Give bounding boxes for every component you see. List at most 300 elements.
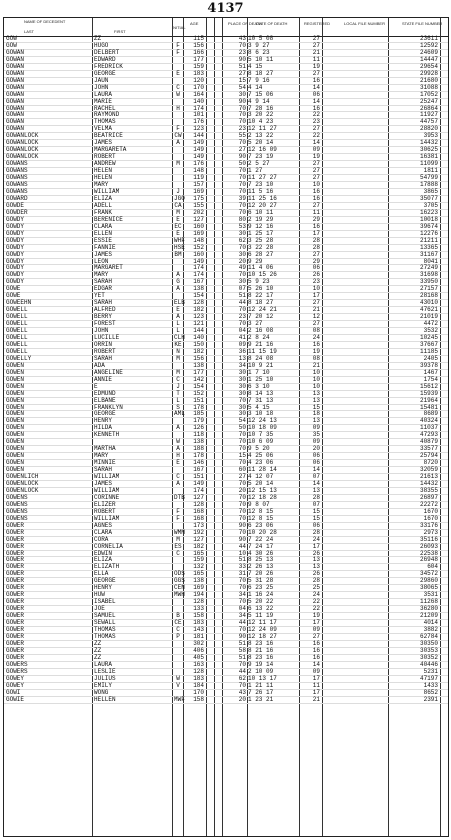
table-row — [4, 314, 448, 321]
cell-reg: 21 — [312, 695, 320, 703]
cell-place: 70 — [238, 118, 246, 126]
cell-reg: 06 — [312, 264, 320, 272]
cell-file: 3532 — [423, 327, 438, 335]
cell-file: 25794 — [419, 452, 438, 460]
cell-mid: J — [176, 382, 180, 390]
cell-reg: 10 — [312, 181, 320, 189]
cell-age: 158 — [193, 695, 204, 703]
cell-mid: G — [176, 278, 180, 286]
cell-date: 7 28 16 — [248, 104, 274, 112]
cell-place: 49 — [238, 264, 246, 272]
cell-first: JAMES — [94, 480, 113, 487]
cell-date: 10 4 23 — [248, 118, 274, 126]
cell-first: FREDRICK — [94, 62, 123, 70]
cell-last: GOWANS — [6, 174, 28, 182]
cell-age: 182 — [193, 542, 204, 550]
cell-age: 118 — [193, 431, 204, 439]
cell-mid: A — [176, 313, 180, 321]
cell-age: 177 — [193, 55, 204, 63]
cell-first: MARGARET — [94, 264, 123, 272]
cell-first: GEORGE — [94, 577, 116, 585]
cell-date: 12 16 09 — [248, 146, 277, 154]
cell-reg: 13 — [312, 556, 320, 564]
cell-file: 8652 — [423, 688, 438, 696]
cell-place: 20 — [238, 486, 246, 494]
cell-place: 51 — [238, 556, 246, 564]
cell-last: GOWANLOCK — [6, 132, 39, 140]
cell-first: JAMES — [94, 250, 113, 258]
table-row — [4, 356, 448, 363]
cell-file: 3531 — [423, 591, 438, 599]
table-row — [4, 265, 448, 272]
cell-first: AGNES — [94, 521, 113, 529]
cell-reg: 14 — [312, 139, 320, 147]
cell-age: 157 — [193, 181, 204, 189]
cell-reg: 23 — [312, 278, 320, 286]
cell-first: JULIUS — [94, 674, 116, 682]
cell-reg: 12 — [312, 313, 320, 321]
cell-last: GOWEN — [6, 452, 25, 460]
cell-reg: 17 — [312, 674, 320, 682]
table-row — [4, 662, 448, 669]
cell-place: 70 — [238, 626, 246, 634]
cell-age: 174 — [193, 264, 204, 272]
cell-last: GOWEN — [6, 396, 25, 404]
table-row — [4, 481, 448, 488]
cell-date: 3 20 22 — [248, 111, 274, 119]
cell-place: 31 — [238, 570, 246, 578]
cell-place: 10 — [238, 549, 246, 557]
cell-age: 165 — [193, 549, 204, 557]
cell-last: GOWEN — [6, 389, 25, 397]
cell-file: 21680 — [419, 76, 438, 84]
cell-last: GOWELL — [6, 320, 28, 328]
cell-place: 70 — [238, 660, 246, 668]
cell-last: GOWANLOCK — [6, 139, 39, 147]
cell-file: 40446 — [419, 660, 438, 668]
cell-place: 43 — [238, 35, 246, 42]
table-row — [4, 272, 448, 279]
header-local-file: LOCAL FILE NUMBER — [344, 21, 385, 26]
cell-file: 47621 — [419, 306, 438, 314]
cell-first: ROBERT — [94, 153, 116, 161]
cell-reg: 21 — [312, 48, 320, 56]
cell-first: ELIZER — [94, 500, 116, 508]
cell-first: ROBERT — [94, 507, 116, 515]
cell-place: 70 — [238, 445, 246, 453]
cell-age: 178 — [193, 452, 204, 460]
cell-first: E — [94, 382, 98, 390]
cell-last: GOWEN — [6, 361, 25, 369]
cell-reg: 15 — [312, 507, 320, 515]
cell-date: 8 18 27 — [248, 299, 274, 307]
cell-last: GOWELL — [6, 327, 28, 335]
cell-age: 120 — [193, 76, 204, 84]
cell-reg: 19 — [312, 153, 320, 161]
cell-age: 188 — [193, 445, 204, 453]
cell-file: 35077 — [419, 194, 438, 202]
cell-date: 8 23 16 — [248, 653, 274, 661]
cell-reg: 11 — [312, 208, 320, 216]
cell-place: 39 — [238, 194, 246, 202]
table-row — [4, 224, 448, 231]
cell-place: 70 — [238, 507, 246, 515]
table-row — [4, 551, 448, 558]
table-row — [4, 43, 448, 50]
table-row — [4, 119, 448, 126]
cell-age: 174 — [193, 271, 204, 279]
cell-place: 23 — [238, 313, 246, 321]
cell-date: 8 6 23 — [248, 48, 270, 56]
cell-reg: 10 — [312, 382, 320, 390]
cell-file: 1467 — [423, 368, 438, 376]
cell-mid: AML — [174, 410, 185, 418]
cell-mid: E — [176, 215, 180, 223]
cell-reg: 10 — [312, 375, 320, 383]
cell-first: ANNIE — [94, 375, 113, 383]
cell-date: 4 9 14 — [248, 97, 270, 105]
table-row — [4, 697, 448, 704]
cell-reg: 11 — [312, 681, 320, 689]
cell-reg: 09 — [312, 146, 320, 154]
table-row — [4, 425, 448, 432]
cell-last: GOWDY — [6, 236, 25, 244]
cell-reg: 16 — [312, 104, 320, 112]
cell-file: 15612 — [419, 382, 438, 390]
cell-mid: C — [176, 375, 180, 383]
cell-last: GOWENS — [6, 507, 28, 515]
cell-last: GOWANLOCK — [6, 153, 39, 161]
cell-mid: HSE — [174, 243, 185, 251]
cell-file: 17052 — [419, 90, 438, 98]
table-row — [4, 557, 448, 564]
cell-place: 15 — [238, 76, 246, 84]
cell-date: 6 10 11 — [248, 208, 274, 216]
cell-first: MARTHA — [94, 445, 116, 453]
cell-age: 123 — [193, 125, 204, 133]
cell-place: 55 — [238, 132, 246, 140]
cell-first: THOMAS — [94, 118, 116, 126]
cell-mid: CE — [174, 619, 182, 627]
cell-last: GOWAN — [6, 83, 25, 91]
cell-place: 70 — [238, 306, 246, 314]
cell-first: HUGO — [94, 41, 109, 49]
cell-file: 21019 — [419, 313, 438, 321]
cell-file: 54799 — [419, 174, 438, 182]
cell-mid: W — [176, 438, 180, 446]
cell-last: GOWEN — [6, 375, 25, 383]
cell-file: 26093 — [419, 542, 438, 550]
cell-reg: 09 — [312, 438, 320, 446]
cell-age: 149 — [193, 146, 204, 154]
cell-place: 90 — [238, 632, 246, 640]
table-row — [4, 92, 448, 99]
cell-age: 167 — [193, 278, 204, 286]
cell-date: 5 4 15 — [248, 403, 270, 411]
cell-last: GOWIE — [6, 695, 25, 703]
cell-place: 43 — [238, 688, 246, 696]
cell-first: JAMES — [94, 139, 113, 147]
cell-first: BEATRICE — [94, 132, 123, 140]
cell-first: GEORGE — [94, 69, 116, 77]
table-row — [4, 571, 448, 578]
table-row — [4, 349, 448, 356]
table-row — [4, 620, 448, 627]
cell-reg: 14 — [312, 83, 320, 91]
cell-file: 3953 — [423, 132, 438, 140]
cell-date: 4 25 06 — [248, 452, 274, 460]
cell-last: GOWER — [6, 542, 25, 550]
cell-date: 9 21 16 — [248, 340, 274, 348]
cell-file: 2405 — [423, 354, 438, 362]
cell-place: 70 — [238, 208, 246, 216]
cell-reg: 16 — [312, 187, 320, 195]
cell-age: 160 — [193, 222, 204, 230]
cell-reg: 19 — [312, 347, 320, 355]
cell-date: 5 20 14 — [248, 480, 274, 487]
cell-first: LESLIE — [94, 667, 116, 675]
table-row — [4, 627, 448, 634]
table-row — [4, 516, 448, 523]
cell-date: 4 12 07 — [248, 473, 274, 481]
cell-file: 39378 — [419, 361, 438, 369]
table-row — [4, 683, 448, 690]
cell-reg: 21 — [312, 361, 320, 369]
cell-last: GOWEEHN — [6, 299, 32, 307]
cell-place: 90 — [238, 55, 246, 63]
table-row — [4, 203, 448, 210]
cell-date: 10 20 28 — [248, 528, 277, 536]
table-row — [4, 398, 448, 405]
cell-date: 9 29 — [248, 257, 263, 265]
cell-file: 14432 — [419, 139, 438, 147]
cell-first: MINNIE — [94, 459, 116, 467]
cell-mid: E — [176, 69, 180, 77]
cell-age: 155 — [193, 201, 204, 209]
cell-place: 23 — [238, 125, 246, 133]
cell-mid: M — [176, 160, 180, 168]
cell-last: GOWER — [6, 605, 25, 613]
cell-date: 2 16 08 — [248, 327, 274, 335]
cell-first: LEON — [94, 257, 109, 265]
table-row — [4, 259, 448, 266]
table-row — [4, 418, 448, 425]
cell-place: 44 — [238, 542, 246, 550]
cell-age: 143 — [193, 626, 204, 634]
cell-last: GOWELLY — [6, 354, 32, 362]
index-sheet — [3, 17, 449, 837]
cell-first: CORNELIA — [94, 542, 123, 550]
column-header — [4, 18, 448, 37]
header-name: NAME OF DECEDENT — [24, 19, 66, 24]
cell-mid: F — [176, 48, 180, 56]
cell-first: EMILY — [94, 681, 113, 689]
cell-first: HENRY — [94, 584, 113, 592]
table-row — [4, 154, 448, 161]
cell-date: 11 15 19 — [248, 347, 277, 355]
table-row — [4, 564, 448, 571]
cell-last: GOWAN — [6, 90, 25, 98]
cell-first: ORRIN — [94, 340, 113, 348]
cell-last: GOWE — [6, 292, 21, 300]
cell-last: GOWANLOCK — [6, 146, 39, 154]
cell-place: 30 — [238, 278, 246, 286]
cell-age: 144 — [193, 327, 204, 335]
cell-age: 156 — [193, 354, 204, 362]
cell-file: 24609 — [419, 48, 438, 56]
cell-age: 174 — [193, 486, 204, 494]
cell-place: 30 — [238, 403, 246, 411]
page-number: 4137 — [207, 1, 244, 16]
cell-reg: 27 — [312, 69, 320, 77]
cell-file: 28168 — [419, 292, 438, 300]
cell-age: 121 — [193, 320, 204, 328]
cell-file: 11268 — [419, 598, 438, 606]
cell-place: 51 — [238, 639, 246, 647]
cell-file: 31167 — [419, 250, 438, 258]
cell-reg: 27 — [312, 201, 320, 209]
cell-place: 90 — [238, 535, 246, 543]
cell-place: 34 — [238, 361, 246, 369]
cell-file: 11927 — [419, 111, 438, 119]
table-row — [4, 342, 448, 349]
cell-last: GOWEN — [6, 438, 25, 446]
table-row — [4, 231, 448, 238]
cell-date: 4 14 — [248, 83, 263, 91]
cell-file: 22272 — [419, 500, 438, 508]
cell-date: 1 27 — [248, 167, 263, 175]
table-row — [4, 50, 448, 57]
cell-reg: 15 — [312, 514, 320, 522]
cell-age: 128 — [193, 500, 204, 508]
table-row — [4, 439, 448, 446]
cell-reg: 26 — [312, 570, 320, 578]
cell-last: GOWAN — [6, 104, 25, 112]
cell-first: EDGAR — [94, 285, 113, 293]
cell-mid: WMM — [174, 528, 185, 536]
cell-age: 123 — [193, 313, 204, 321]
cell-reg: 27 — [312, 320, 320, 328]
cell-mid: L — [176, 327, 180, 335]
cell-first: CLARA — [94, 222, 113, 230]
cell-date: 8 21 16 — [248, 646, 274, 654]
cell-reg: 07 — [312, 473, 320, 481]
cell-file: 3882 — [423, 626, 438, 634]
cell-place: 36 — [238, 347, 246, 355]
cell-first: EDWARD — [94, 55, 116, 63]
cell-file: 28820 — [419, 125, 438, 133]
table-row — [4, 217, 448, 224]
cell-age: 133 — [193, 605, 204, 613]
cell-place: 27 — [238, 146, 246, 154]
header-last: LAST — [24, 29, 35, 34]
cell-place: 07 — [238, 285, 246, 293]
cell-file: 30352 — [419, 653, 438, 661]
cell-first: HELEN — [94, 167, 113, 175]
cell-file: 3705 — [423, 201, 438, 209]
cell-first: WILLIAM — [94, 187, 120, 195]
cell-first: CORINNE — [94, 493, 120, 501]
cell-age: 160 — [193, 250, 204, 258]
cell-last: GOWER — [6, 535, 25, 543]
table-row — [4, 377, 448, 384]
cell-age: 149 — [193, 257, 204, 265]
cell-place: 90 — [238, 153, 246, 161]
table-row — [4, 502, 448, 509]
cell-mid: T — [176, 389, 180, 397]
cell-first: LAURA — [94, 90, 113, 98]
cell-file: 5231 — [423, 667, 438, 675]
cell-last: GOWELL — [6, 306, 28, 314]
cell-last: GOWELL — [6, 340, 28, 348]
table-row — [4, 85, 448, 92]
cell-last: GOWER — [6, 521, 25, 529]
cell-last: GOWER — [6, 563, 25, 571]
cell-date: 7 22 24 — [248, 535, 274, 543]
cell-file: 8720 — [423, 459, 438, 467]
cell-date: 7 9 16 — [248, 76, 270, 84]
table-row — [4, 245, 448, 252]
table-row — [4, 189, 448, 196]
cell-file: 21209 — [419, 612, 438, 620]
cell-mid: H — [176, 104, 180, 112]
cell-place: 70 — [238, 243, 246, 251]
cell-mid: A — [176, 480, 180, 487]
cell-place: 70 — [238, 480, 246, 487]
cell-reg: 08 — [312, 354, 320, 362]
cell-place: 20 — [238, 257, 246, 265]
cell-last: GOWEN — [6, 382, 25, 390]
cell-file: 25247 — [419, 97, 438, 105]
cell-first: WILLIAM — [94, 486, 120, 494]
cell-first: ZZ — [94, 639, 102, 647]
table-row — [4, 509, 448, 516]
table-row — [4, 432, 448, 439]
cell-date: 2 8 24 — [248, 333, 270, 341]
cell-file: 11037 — [419, 424, 438, 432]
cell-date: 1 25 17 — [248, 229, 274, 237]
cell-last: GOWAN — [6, 111, 25, 119]
cell-last: GOWERS — [6, 667, 28, 675]
cell-first: VELMA — [94, 125, 113, 133]
cell-last: GOW — [6, 41, 17, 49]
table-row — [4, 391, 448, 398]
cell-mid: CEN — [174, 584, 185, 592]
cell-last: GOWARD — [6, 194, 28, 202]
cell-date: 5 26 10 — [248, 285, 274, 293]
cell-reg: 27 — [312, 299, 320, 307]
cell-age: 169 — [193, 584, 204, 592]
cell-last: GOWER — [6, 556, 25, 564]
cell-file: 10245 — [419, 333, 438, 341]
cell-last: GOWEY — [6, 674, 25, 682]
cell-age: 179 — [193, 417, 204, 425]
cell-reg: 25 — [312, 584, 320, 592]
cell-first: RACHEL — [94, 104, 116, 112]
cell-reg: 27 — [312, 160, 320, 168]
cell-age: 127 — [193, 535, 204, 543]
cell-last: GOWER — [6, 549, 25, 557]
cell-first: MARY — [94, 181, 109, 189]
table-row — [4, 328, 448, 335]
cell-file: 3865 — [423, 187, 438, 195]
cell-first: HENRY — [94, 417, 113, 425]
cell-last: GOWDY — [6, 271, 25, 279]
cell-age: 127 — [193, 215, 204, 223]
cell-date: 11 4 06 — [248, 264, 274, 272]
cell-last: GOWEN — [6, 445, 25, 453]
cell-mid: A — [176, 424, 180, 432]
